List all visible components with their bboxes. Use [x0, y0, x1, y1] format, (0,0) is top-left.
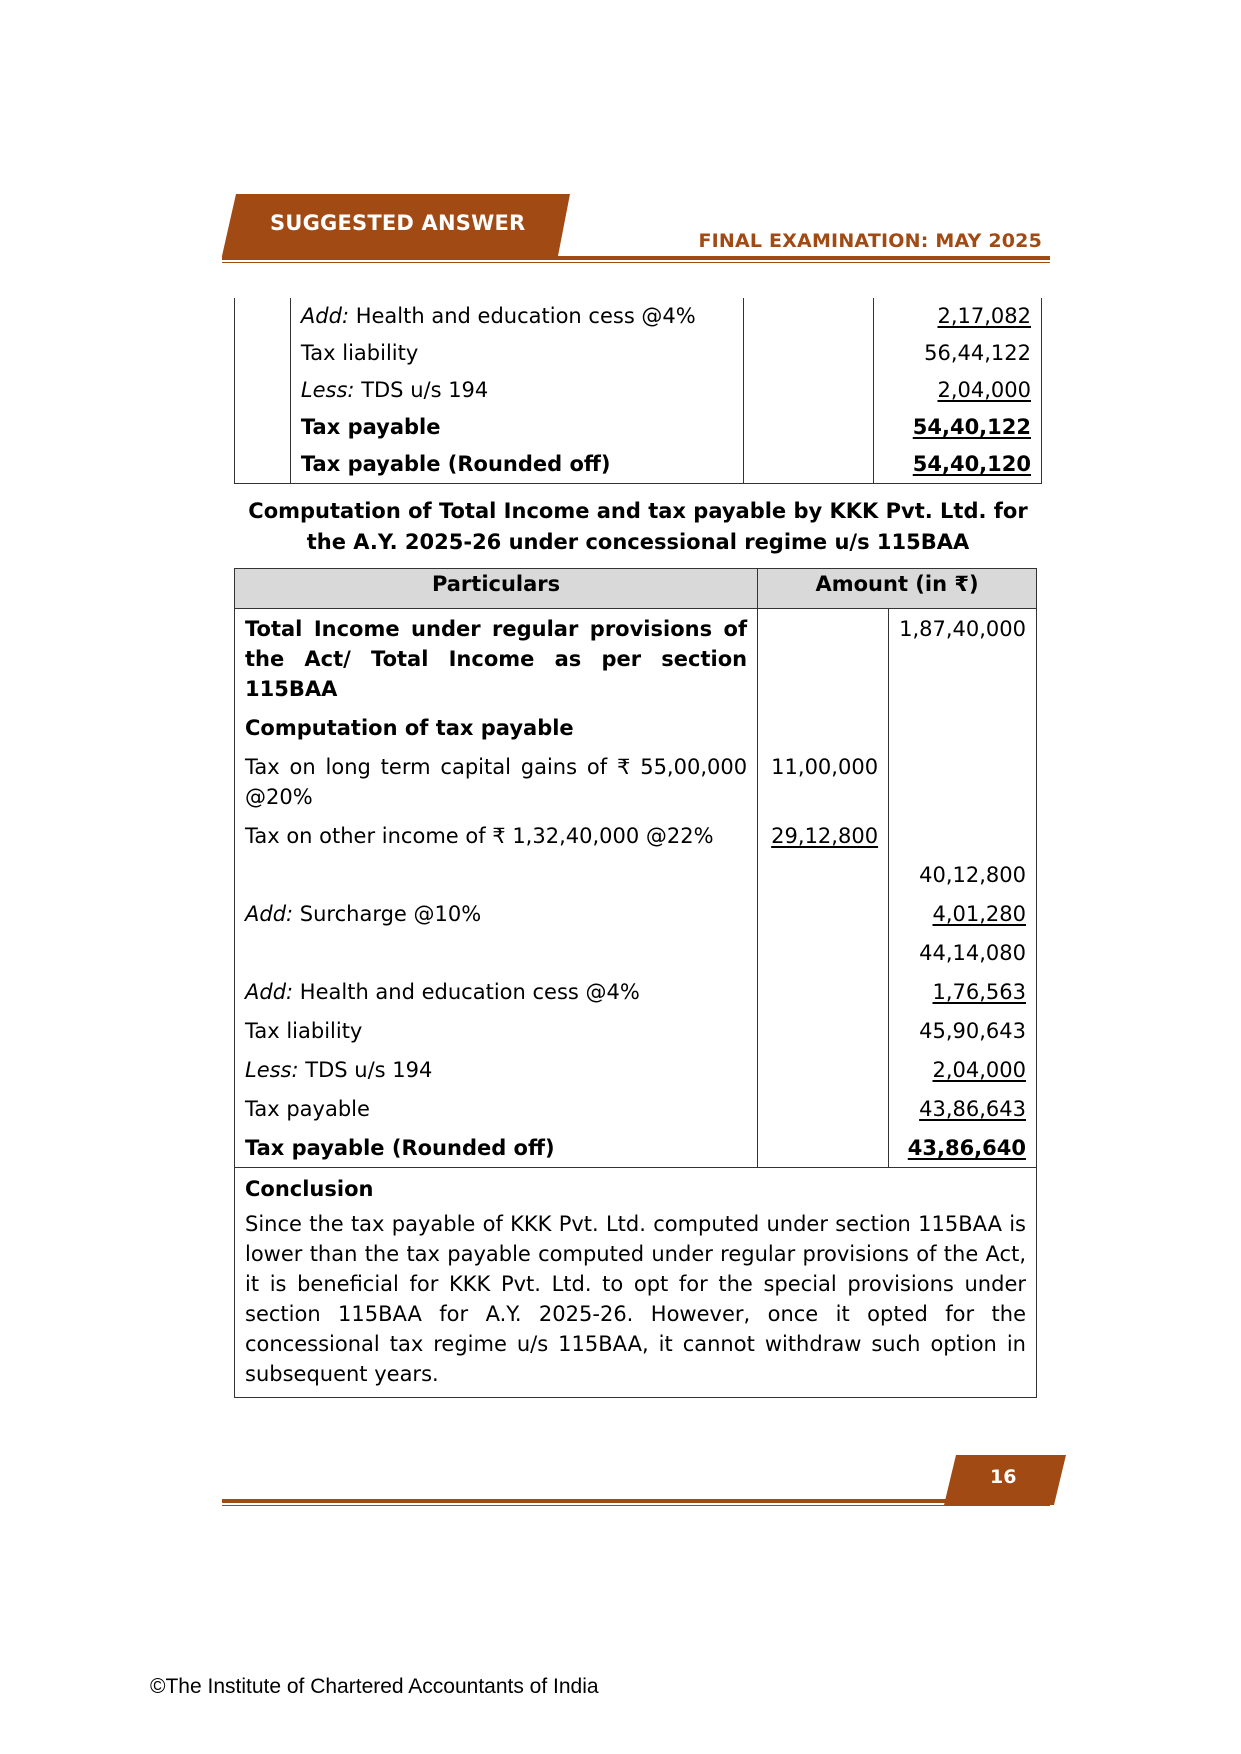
footer-rule-thin [222, 1505, 1050, 1506]
header-particulars: Particulars [235, 569, 758, 609]
table-row [235, 335, 1042, 372]
header-tab-title: SUGGESTED ANSWER [270, 211, 526, 235]
table-row [235, 1050, 1037, 1089]
row-label: Tax payable [290, 409, 743, 446]
table-row [235, 372, 1042, 409]
row-amount: 2,04,000 [937, 378, 1031, 402]
row-prefix: Less: [245, 1058, 299, 1082]
row-prefix: Add: [245, 980, 294, 1004]
concessional-regime-table [234, 568, 1037, 1398]
table-row [235, 446, 1042, 484]
table-row [235, 894, 1037, 933]
table-row [235, 609, 1037, 709]
row-amount: 43,86,643 [919, 1097, 1026, 1121]
row-label: Computation of tax payable [235, 708, 758, 747]
row-amount: 54,40,120 [912, 452, 1031, 476]
page-number: 16 [990, 1466, 1017, 1488]
row-prefix: Less: [300, 378, 355, 402]
copyright-notice: ©The Institute of Chartered Accountants of India [150, 1675, 599, 1698]
row-label: Tax on other income of ₹ 1,32,40,000 @22% [235, 816, 758, 855]
table-row [235, 855, 1037, 894]
row-subamount: 11,00,000 [758, 747, 889, 816]
row-label: TDS u/s 194 [361, 378, 489, 402]
tax-computation-continued-table [234, 298, 1042, 484]
row-amount: 56,44,122 [874, 335, 1042, 372]
header-rule-thin [222, 262, 1050, 263]
row-label: Total Income under regular provisions of the Act/ Total Income as per section 115BAA [235, 609, 758, 709]
conclusion-heading: Conclusion [245, 1177, 374, 1201]
row-subamount: 29,12,800 [771, 824, 879, 848]
table-row [235, 816, 1037, 855]
row-amount: 40,12,800 [889, 855, 1037, 894]
row-prefix: Add: [245, 902, 294, 926]
table-row [235, 1011, 1037, 1050]
row-amount: 2,04,000 [932, 1058, 1026, 1082]
table-row [235, 972, 1037, 1011]
row-amount: 4,01,280 [932, 902, 1026, 926]
row-amount: 44,14,080 [889, 933, 1037, 972]
row-label: Health and education cess @4% [355, 304, 696, 328]
row-amount: 1,76,563 [932, 980, 1026, 1004]
row-label: Tax liability [290, 335, 743, 372]
row-label: Tax payable [235, 1089, 758, 1128]
conclusion-row [235, 1168, 1037, 1398]
row-amount: 43,86,640 [907, 1136, 1026, 1160]
row-amount: 2,17,082 [937, 304, 1031, 328]
footer-rule [222, 1499, 950, 1503]
row-amount: 45,90,643 [889, 1011, 1037, 1050]
row-amount: 1,87,40,000 [889, 609, 1037, 709]
row-label: TDS u/s 194 [305, 1058, 433, 1082]
row-label: Tax liability [235, 1011, 758, 1050]
row-label: Health and education cess @4% [299, 980, 640, 1004]
header-rule [222, 256, 1050, 260]
table-row [235, 933, 1037, 972]
header-amount: Amount (in ₹) [758, 569, 1037, 609]
table-row [235, 409, 1042, 446]
row-label: Tax payable (Rounded off) [235, 1128, 758, 1168]
row-amount: 54,40,122 [912, 415, 1031, 439]
row-prefix: Add: [300, 304, 350, 328]
table-row [235, 1089, 1037, 1128]
table-row [235, 1128, 1037, 1168]
table-row [235, 298, 1042, 335]
conclusion-text: Since the tax payable of KKK Pvt. Ltd. computed under section 115BAA is lower than the tax payable computed under regular provisions of the Act, it is beneficial for KKK Pvt. Ltd. to opt for the special provisions under section 115BAA for A.Y. 2025-26. However, once it opted for the concessional tax regime u/s 115BAA, it cannot withdraw such option in subsequent years. [245, 1212, 1026, 1386]
table-row [235, 708, 1037, 747]
row-label: Tax on long term capital gains of ₹ 55,00,000 @20% [235, 747, 758, 816]
exam-title: FINAL EXAMINATION: MAY 2025 [698, 230, 1042, 252]
table-row [235, 747, 1037, 816]
row-label: Tax payable (Rounded off) [290, 446, 743, 484]
row-label: Surcharge @10% [299, 902, 482, 926]
table-caption: Computation of Total Income and tax payable by KKK Pvt. Ltd. for the A.Y. 2025-26 under concessional regime u/s 115BAA [248, 499, 1028, 554]
